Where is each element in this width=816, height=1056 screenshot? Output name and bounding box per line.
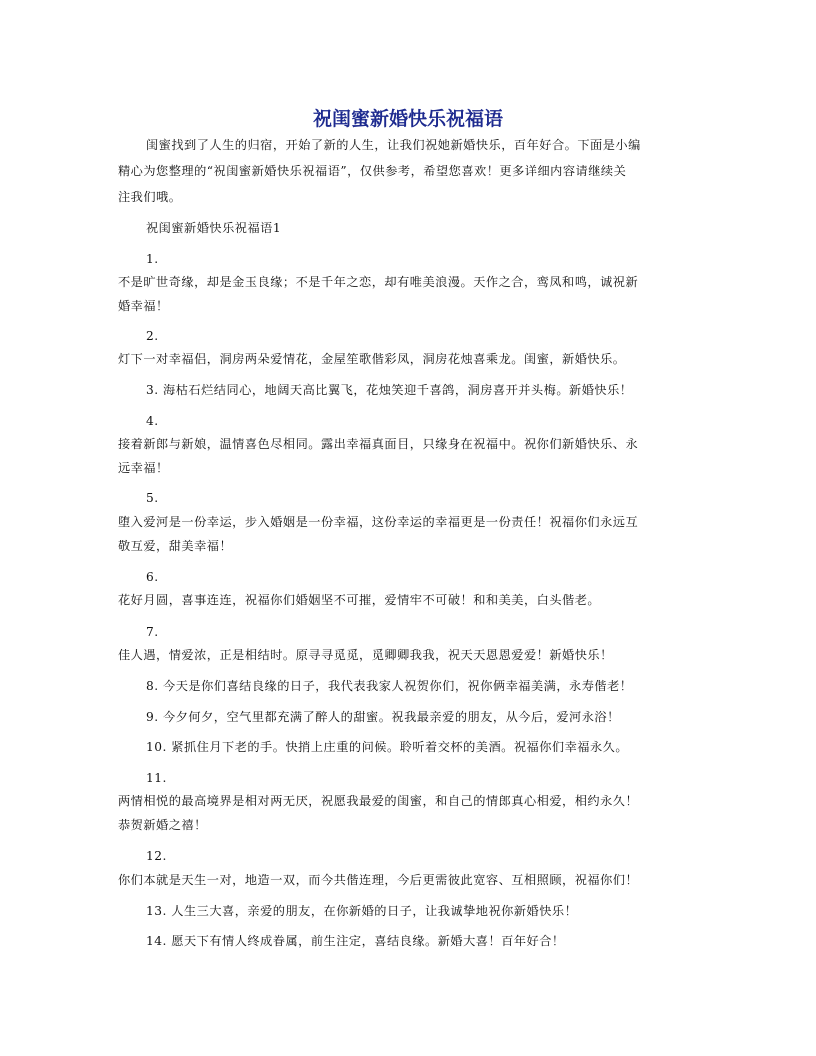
item-text: 不是旷世奇缘，却是金玉良缘；不是千年之恋，却有唯美浪漫。天作之合，鸾凤和鸣，诚祝新 bbox=[118, 275, 639, 289]
intro-line: 注我们哦。 bbox=[118, 190, 182, 204]
section-heading: 祝闺蜜新婚快乐祝福语1 bbox=[146, 221, 282, 235]
item-inline: 10. 紧抓住月下老的手。快捎上庄重的问候。聆听着交杯的美酒。祝福你们幸福永久。 bbox=[146, 740, 629, 754]
page-title: 祝闺蜜新婚快乐祝福语 bbox=[312, 108, 503, 130]
item-number: 12. bbox=[146, 849, 167, 863]
item-number: 1. bbox=[146, 252, 159, 266]
intro-line: 闺蜜找到了人生的归宿，开始了新的人生，让我们祝她新婚快乐，百年好合。下面是小编 bbox=[146, 138, 641, 152]
item-number: 7. bbox=[146, 625, 159, 639]
item-text: 两情相悦的最高境界是相对两无厌，祝愿我最爱的闺蜜，和自己的情郎真心相爱，相约永久！ bbox=[118, 794, 639, 808]
item-number: 6. bbox=[146, 570, 159, 584]
item-text: 婚幸福！ bbox=[118, 299, 169, 313]
intro-line: 精心为您整理的“祝闺蜜新婚快乐祝福语”，仅供参考，希望您喜欢！更多详细内容请继续关 bbox=[118, 164, 627, 178]
item-text: 花好月圆，喜事连连，祝福你们婚姻坚不可摧，爱情牢不可破！和和美美，白头偕老。 bbox=[118, 593, 601, 607]
item-number: 4. bbox=[146, 414, 159, 428]
item-inline: 9. 今夕何夕，空气里都充满了醉人的甜蜜。祝我最亲爱的朋友，从今后，爱河永浴！ bbox=[146, 710, 620, 724]
item-text: 堕入爱河是一份幸运，步入婚姻是一份幸福，这份幸运的幸福更是一份责任！祝福你们永远互 bbox=[118, 515, 639, 529]
item-number: 11. bbox=[146, 771, 167, 785]
item-number: 2. bbox=[146, 329, 159, 343]
item-number: 5. bbox=[146, 491, 159, 505]
item-inline: 8. 今天是你们喜结良缘的日子，我代表我家人祝贺你们，祝你俩幸福美满，永寿偕老！ bbox=[146, 679, 633, 693]
item-text: 接着新郎与新娘，温情喜色尽相同。露出幸福真面目，只缘身在祝福中。祝你们新婚快乐、永 bbox=[118, 437, 639, 451]
item-inline: 3. 海枯石烂结同心，地阔天高比翼飞，花烛笑迎千喜鸽，洞房喜开并头梅。新婚快乐！ bbox=[146, 383, 633, 397]
item-inline: 14. 愿天下有情人终成眷属，前生注定，喜结良缘。新婚大喜！百年好合！ bbox=[146, 934, 565, 948]
item-inline: 13. 人生三大喜，亲爱的朋友，在你新婚的日子，让我诚挚地祝你新婚快乐！ bbox=[146, 904, 578, 918]
item-text: 恭贺新婚之禧！ bbox=[118, 818, 207, 832]
item-text: 远幸福！ bbox=[118, 461, 169, 475]
item-text: 佳人遇，情爱浓，正是相结时。原寻寻觅觅，觅卿卿我我，祝天天恩恩爱爱！新婚快乐！ bbox=[118, 648, 613, 662]
item-text: 敬互爱，甜美幸福！ bbox=[118, 539, 233, 553]
item-text: 灯下一对幸福侣，洞房两朵爱情花，金屋笙歌偕彩凤，洞房花烛喜乘龙。闺蜜，新婚快乐。 bbox=[118, 352, 626, 366]
item-text: 你们本就是天生一对，地造一双，而今共偕连理，今后更需彼此宽容、互相照顾，祝福你们！ bbox=[118, 873, 639, 887]
